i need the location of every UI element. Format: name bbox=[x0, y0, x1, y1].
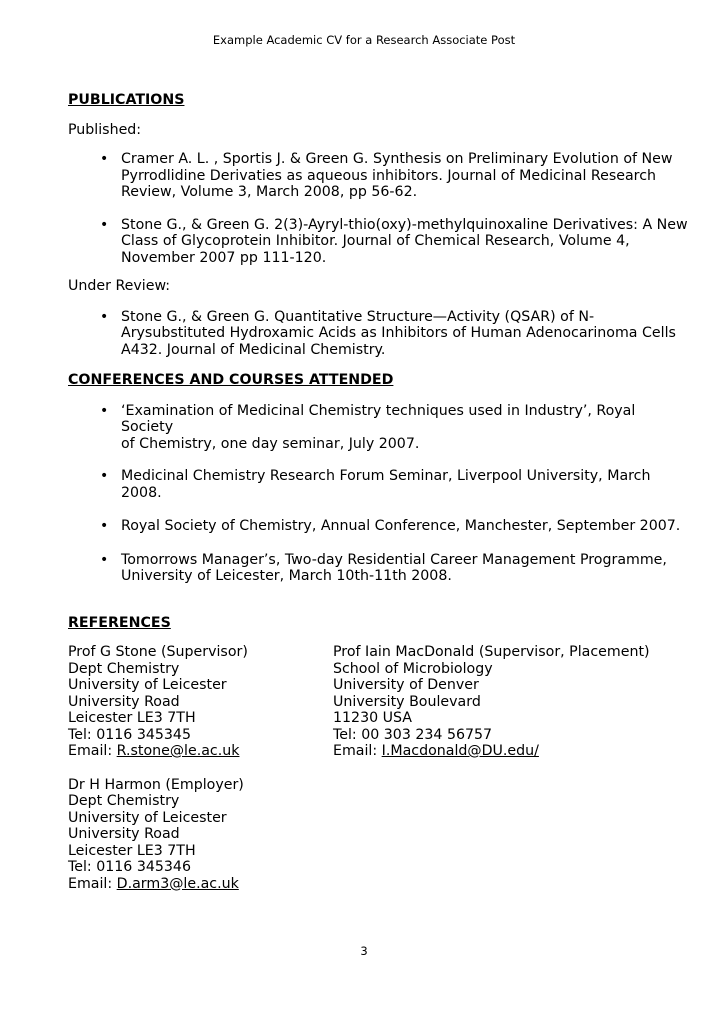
under-review-label: Under Review: bbox=[68, 278, 171, 294]
email-link-harmon[interactable]: D.arm3@le.ac.uk bbox=[116, 875, 239, 892]
reference-macdonald: Prof Iain MacDonald (Supervisor, Placement) School of Microbiology University of Denver University Boulevard 11230 USA Tel: 00 303 234 56757 Email: I.Macdonald@DU.edu/ bbox=[333, 644, 650, 759]
bullet-icon: • bbox=[100, 551, 109, 568]
list-item: • Stone G., & Green G. 2(3)-Ayryl-thio(oxy)-methylquinoxaline Derivatives: A New Class of Glycoprotein Inhibitor. Journal of Chemical Research, Volume 4, November 2007 pp 111-120. bbox=[100, 216, 688, 266]
list-item: • Tomorrows Manager’s, Two-day Residential Career Management Programme, University of Leicester, March 10th-11th 2008. bbox=[100, 551, 667, 584]
page-number: 3 bbox=[360, 944, 368, 958]
published-list bbox=[68, 151, 688, 266]
bullet-icon: • bbox=[100, 216, 109, 233]
reference-harmon: Dr H Harmon (Employer) Dept Chemistry University of Leicester University Road Leicester LE3 7TH Tel: 0116 345346 Email: D.arm3@le.ac.uk bbox=[68, 776, 244, 892]
list-item: • Cramer A. L. , Sportis J. & Green G. Synthesis on Preliminary Evolution of New Pyrrodlidine Derivaties as aqueous inhibitors. Journal of Medicinal Research Review, Volume 3, March 2008, pp 56-62. bbox=[100, 151, 673, 200]
list-item: • Medicinal Chemistry Research Forum Seminar, Liverpool University, March 2008. bbox=[100, 468, 651, 501]
references-heading: REFERENCES bbox=[68, 614, 171, 631]
under-review-list bbox=[68, 309, 688, 359]
list-item: • ‘Examination of Medicinal Chemistry techniques used in Industry’, Royal Society of Chemistry, one day seminar, July 2007. bbox=[100, 402, 636, 452]
bullet-icon: • bbox=[100, 151, 109, 167]
conferences-list bbox=[68, 403, 688, 585]
reference-stone: Prof G Stone (Supervisor) Dept Chemistry University of Leicester University Road Leicester LE3 7TH Tel: 0116 345345 Email: R.stone@le.ac.uk bbox=[68, 644, 248, 759]
bullet-icon: • bbox=[100, 518, 109, 534]
document-body bbox=[68, 92, 688, 892]
email-link-stone[interactable]: R.stone@le.ac.uk bbox=[116, 743, 240, 759]
bullet-icon: • bbox=[100, 468, 109, 484]
publications-heading: PUBLICATIONS bbox=[68, 92, 185, 108]
list-item: • Royal Society of Chemistry, Annual Conference, Manchester, September 2007. bbox=[100, 518, 681, 534]
conferences-heading: CONFERENCES AND COURSES ATTENDED bbox=[68, 372, 394, 388]
list-item: • Stone G., & Green G. Quantitative Structure—Activity (QSAR) of N- Arysubstituted Hydroxamic Acids as Inhibitors of Human Adenocarinoma Cells A432. Journal of Medicinal Chemistry. bbox=[100, 308, 676, 358]
bullet-icon: • bbox=[100, 402, 109, 419]
bullet-icon: • bbox=[100, 308, 109, 325]
email-link-macdonald[interactable]: I.Macdonald@DU.edu/ bbox=[381, 743, 539, 759]
page-header: Example Academic CV for a Research Associate Post bbox=[212, 33, 516, 47]
published-label: Published: bbox=[68, 121, 142, 138]
references-row bbox=[68, 644, 688, 760]
